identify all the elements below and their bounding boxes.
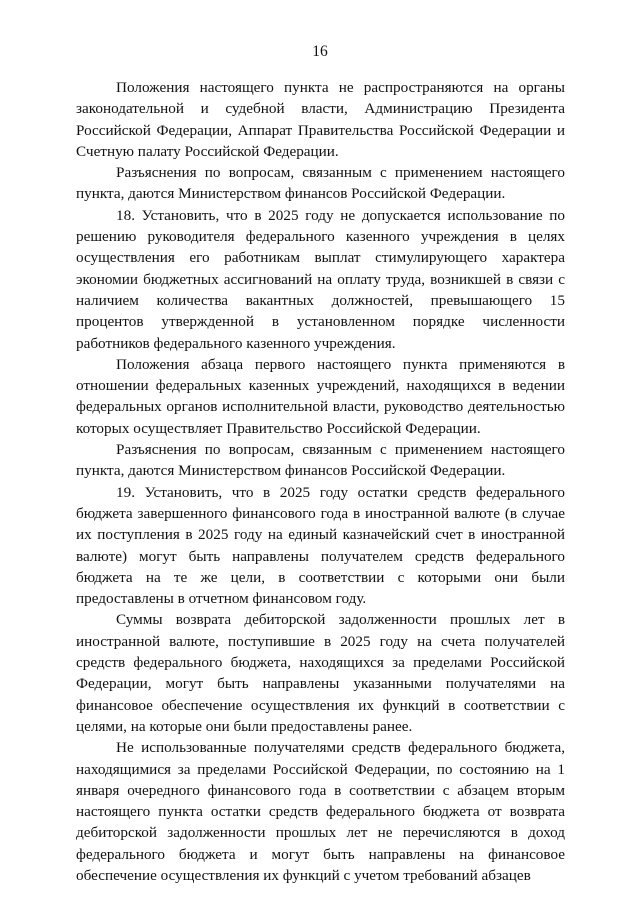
paragraph-6: 19. Установить, что в 2025 году остатки средств федерального бюджета завершенного финансового года в иностранной валюте (в случае их поступления в 2025 году на единый казначейский счет в иностранной валюте) могут быть направлены получателем средств федерального бюджета на те же цели, в соответствии с которыми они были предоставлены в отчетном финансовом году. [76, 483, 565, 608]
document-body [76, 77, 565, 886]
paragraph-3: 18. Установить, что в 2025 году не допускается использование по решению руководителя федерального казенного учреждения в целях осуществления его работникам выплат стимулирующего характера экономии бюджетных ассигнований на оплату труда, возникшей в связи с наличием количества вакантных должностей, превышающего 15 процентов утвержденной в установленном порядке численности работников федерального казенного учреждения. [76, 206, 565, 352]
paragraph-2: Разъяснения по вопросам, связанным с применением настоящего пункта, даются Министерством финансов Российской Федерации. [76, 164, 565, 203]
paragraph-1: Положения настоящего пункта не распространяются на органы законодательной и судебной власти, Администрацию Президента Российской Федерации, Аппарат Правительства Российской Федерации и Счетную палату Российской Федерации. [76, 79, 565, 160]
paragraph-5: Разъяснения по вопросам, связанным с применением настоящего пункта, даются Министерством финансов Российской Федерации. [76, 441, 565, 480]
paragraph-8: Не использованные получателями средств федерального бюджета, находящимися за пределами Российской Федерации, по состоянию на 1 января очередного финансового года в соответствии с абзацем вторым настоящего пункта остатки средств федерального бюджета от возврата дебиторской задолженности прошлых лет не перечисляются в доход федерального бюджета и могут быть направлены на финансовое обеспечение осуществления их функций с учетом требований абзацев [76, 739, 565, 884]
paragraph-4: Положения абзаца первого настоящего пункта применяются в отношении федеральных казенных учреждений, находящихся в ведении федеральных органов исполнительной власти, руководство деятельностью которых осуществляет Правительство Российской Федерации. [76, 355, 565, 437]
paragraph-7: Суммы возврата дебиторской задолженности прошлых лет в иностранной валюте, поступившие в 2025 году на счета получателей средств федерального бюджета, находящихся за пределами Российской Федерации, могут быть направлены указанными получателями на финансовое обеспечение осуществления их функций в соответствии с целями, на которые они были предоставлены ранее. [76, 611, 565, 735]
page-number: 16 [312, 43, 328, 60]
